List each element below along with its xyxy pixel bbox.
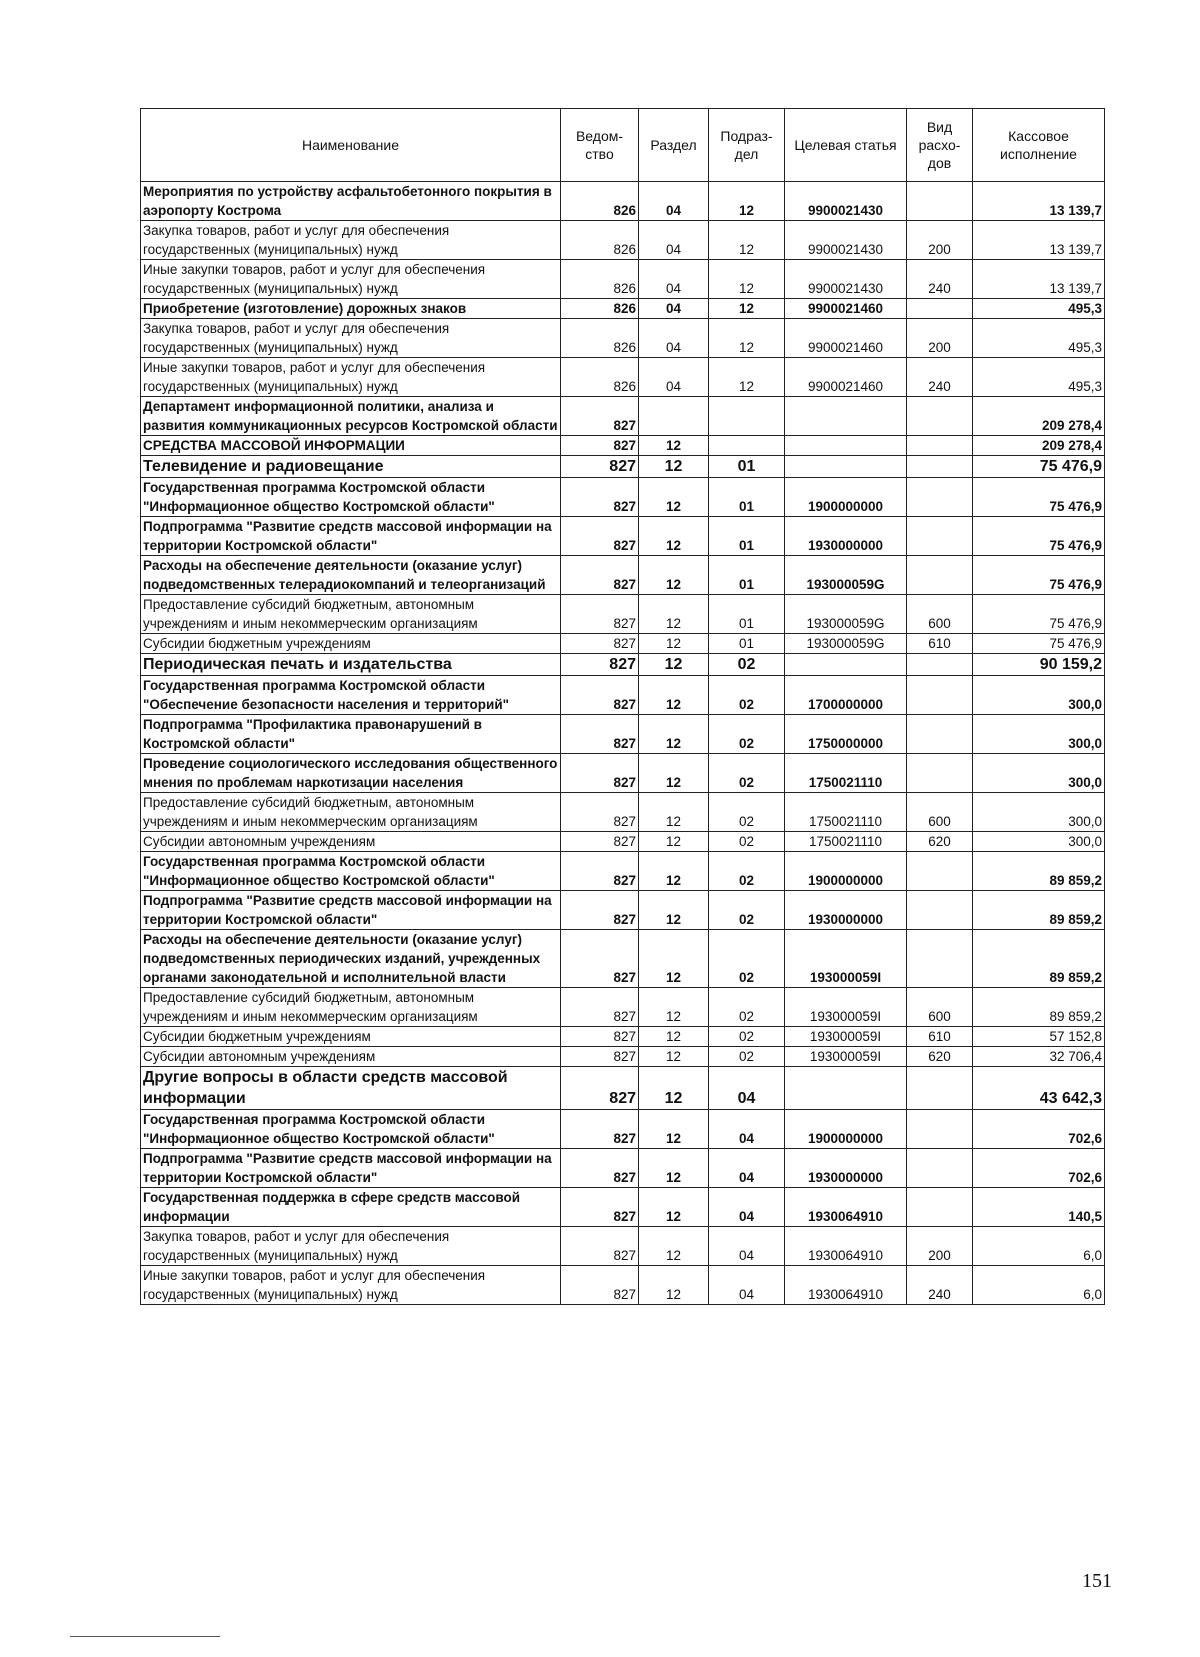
header-podrazdel: Подраз-дел <box>709 109 785 182</box>
cell-podrazdel: 02 <box>709 1027 785 1047</box>
cell-name: Телевидение и радиовещание <box>141 456 561 478</box>
cell-kassa: 495,3 <box>973 299 1105 319</box>
cell-vedom: 826 <box>561 260 639 299</box>
cell-vid: 200 <box>907 319 973 358</box>
cell-podrazdel: 12 <box>709 319 785 358</box>
cell-vedom: 827 <box>561 1047 639 1067</box>
cell-vid <box>907 1067 973 1110</box>
table-row <box>141 456 1105 478</box>
cell-razdel: 12 <box>639 715 709 754</box>
cell-kassa: 89 859,2 <box>973 988 1105 1027</box>
cell-razdel <box>639 397 709 436</box>
cell-vedom: 827 <box>561 891 639 930</box>
cell-celevaya <box>785 654 907 676</box>
cell-name: Департамент информационной политики, анализа и развития коммуникационных ресурсов Костромской области <box>141 397 561 436</box>
cell-razdel: 12 <box>639 1188 709 1227</box>
cell-vid <box>907 754 973 793</box>
cell-kassa: 32 706,4 <box>973 1047 1105 1067</box>
cell-kassa: 75 476,9 <box>973 478 1105 517</box>
table-row <box>141 715 1105 754</box>
table-row <box>141 260 1105 299</box>
cell-name: Проведение социологического исследования общественного мнения по проблемам наркотизации населения <box>141 754 561 793</box>
cell-vedom: 827 <box>561 517 639 556</box>
cell-vedom: 826 <box>561 221 639 260</box>
cell-vid: 600 <box>907 595 973 634</box>
cell-vedom: 826 <box>561 299 639 319</box>
cell-podrazdel: 01 <box>709 517 785 556</box>
cell-kassa: 702,6 <box>973 1149 1105 1188</box>
cell-razdel: 12 <box>639 456 709 478</box>
cell-name: Субсидии бюджетным учреждениям <box>141 1027 561 1047</box>
cell-razdel: 12 <box>639 930 709 988</box>
cell-celevaya: 193000059I <box>785 930 907 988</box>
cell-celevaya: 193000059I <box>785 1047 907 1067</box>
cell-vid: 610 <box>907 1027 973 1047</box>
cell-razdel: 12 <box>639 1110 709 1149</box>
cell-razdel: 12 <box>639 852 709 891</box>
cell-vid <box>907 891 973 930</box>
cell-celevaya: 1930000000 <box>785 517 907 556</box>
cell-vedom: 827 <box>561 676 639 715</box>
cell-celevaya: 1750021110 <box>785 793 907 832</box>
page-number: 151 <box>1082 1570 1112 1592</box>
cell-name: Подпрограмма "Профилактика правонарушений в Костромской области" <box>141 715 561 754</box>
cell-vedom: 827 <box>561 832 639 852</box>
cell-celevaya: 9900021430 <box>785 221 907 260</box>
cell-razdel: 04 <box>639 319 709 358</box>
cell-name: Субсидии бюджетным учреждениям <box>141 634 561 654</box>
table-row <box>141 1067 1105 1110</box>
cell-podrazdel: 12 <box>709 299 785 319</box>
cell-kassa: 6,0 <box>973 1266 1105 1305</box>
cell-razdel: 12 <box>639 517 709 556</box>
cell-podrazdel: 04 <box>709 1067 785 1110</box>
cell-name: Предоставление субсидий бюджетным, автономным учреждениям и иным некоммерческим организациям <box>141 793 561 832</box>
cell-celevaya <box>785 1067 907 1110</box>
cell-razdel: 12 <box>639 556 709 595</box>
cell-name: Приобретение (изготовление) дорожных знаков <box>141 299 561 319</box>
cell-razdel: 12 <box>639 1047 709 1067</box>
cell-razdel: 12 <box>639 676 709 715</box>
cell-podrazdel: 02 <box>709 793 785 832</box>
cell-vid <box>907 436 973 456</box>
cell-celevaya: 9900021460 <box>785 358 907 397</box>
cell-kassa: 209 278,4 <box>973 436 1105 456</box>
table-header-row <box>141 109 1105 182</box>
table-row <box>141 754 1105 793</box>
cell-razdel: 04 <box>639 182 709 221</box>
table-row <box>141 634 1105 654</box>
cell-celevaya <box>785 456 907 478</box>
cell-vid <box>907 299 973 319</box>
cell-kassa: 495,3 <box>973 319 1105 358</box>
table-row <box>141 930 1105 988</box>
cell-podrazdel: 12 <box>709 182 785 221</box>
header-vid: Вид расхо-дов <box>907 109 973 182</box>
cell-vid <box>907 852 973 891</box>
cell-celevaya: 9900021430 <box>785 260 907 299</box>
cell-name: Предоставление субсидий бюджетным, автономным учреждениям и иным некоммерческим организациям <box>141 595 561 634</box>
cell-celevaya: 1930000000 <box>785 891 907 930</box>
cell-kassa: 90 159,2 <box>973 654 1105 676</box>
cell-vid: 600 <box>907 988 973 1027</box>
cell-name: Подпрограмма "Развитие средств массовой информации на территории Костромской области" <box>141 517 561 556</box>
cell-razdel: 12 <box>639 891 709 930</box>
cell-vedom: 827 <box>561 988 639 1027</box>
cell-razdel: 04 <box>639 260 709 299</box>
cell-razdel: 12 <box>639 832 709 852</box>
cell-podrazdel: 02 <box>709 676 785 715</box>
cell-podrazdel: 02 <box>709 930 785 988</box>
cell-vedom: 827 <box>561 634 639 654</box>
cell-celevaya: 193000059G <box>785 634 907 654</box>
table-row <box>141 299 1105 319</box>
cell-kassa: 89 859,2 <box>973 852 1105 891</box>
table-row <box>141 595 1105 634</box>
table-row <box>141 988 1105 1027</box>
cell-podrazdel: 02 <box>709 891 785 930</box>
cell-razdel: 12 <box>639 1067 709 1110</box>
cell-vid: 240 <box>907 260 973 299</box>
table-row <box>141 654 1105 676</box>
cell-vedom: 827 <box>561 754 639 793</box>
cell-razdel: 12 <box>639 436 709 456</box>
table-row <box>141 1149 1105 1188</box>
cell-podrazdel: 02 <box>709 832 785 852</box>
cell-celevaya <box>785 397 907 436</box>
cell-razdel: 12 <box>639 634 709 654</box>
cell-name: Субсидии автономным учреждениям <box>141 1047 561 1067</box>
cell-razdel: 12 <box>639 1149 709 1188</box>
cell-name: Расходы на обеспечение деятельности (оказание услуг) подведомственных телерадиокомпаний и телеорганизаций <box>141 556 561 595</box>
cell-vedom: 827 <box>561 793 639 832</box>
cell-kassa: 13 139,7 <box>973 182 1105 221</box>
cell-razdel: 12 <box>639 1266 709 1305</box>
header-vedom: Ведом-ство <box>561 109 639 182</box>
cell-kassa: 43 642,3 <box>973 1067 1105 1110</box>
cell-celevaya: 1700000000 <box>785 676 907 715</box>
cell-vid <box>907 556 973 595</box>
cell-vid: 200 <box>907 1227 973 1266</box>
table-row <box>141 1266 1105 1305</box>
cell-kassa: 75 476,9 <box>973 456 1105 478</box>
cell-name: Предоставление субсидий бюджетным, автономным учреждениям и иным некоммерческим организациям <box>141 988 561 1027</box>
cell-celevaya: 193000059G <box>785 595 907 634</box>
cell-razdel: 04 <box>639 358 709 397</box>
cell-vid: 200 <box>907 221 973 260</box>
cell-kassa: 495,3 <box>973 358 1105 397</box>
cell-name: Подпрограмма "Развитие средств массовой информации на территории Костромской области" <box>141 1149 561 1188</box>
table-row <box>141 221 1105 260</box>
cell-podrazdel: 02 <box>709 988 785 1027</box>
cell-celevaya: 1900000000 <box>785 852 907 891</box>
table-row <box>141 556 1105 595</box>
cell-vid: 620 <box>907 832 973 852</box>
cell-name: Иные закупки товаров, работ и услуг для обеспечения государственных (муниципальных) нужд <box>141 358 561 397</box>
cell-podrazdel: 12 <box>709 260 785 299</box>
cell-vedom: 827 <box>561 715 639 754</box>
cell-celevaya: 1930064910 <box>785 1266 907 1305</box>
cell-vedom: 827 <box>561 1188 639 1227</box>
cell-name: Расходы на обеспечение деятельности (оказание услуг) подведомственных периодических изданий, учрежденных органами законодательной и исполнительной власти <box>141 930 561 988</box>
cell-razdel: 12 <box>639 988 709 1027</box>
cell-vid <box>907 517 973 556</box>
cell-celevaya: 193000059G <box>785 556 907 595</box>
cell-name: Мероприятия по устройству асфальтобетонного покрытия в аэропорту Кострома <box>141 182 561 221</box>
cell-kassa: 75 476,9 <box>973 634 1105 654</box>
footer-rule <box>70 1636 220 1637</box>
cell-celevaya: 1900000000 <box>785 478 907 517</box>
cell-vedom: 826 <box>561 319 639 358</box>
cell-vedom: 827 <box>561 852 639 891</box>
table-row <box>141 832 1105 852</box>
cell-kassa: 13 139,7 <box>973 221 1105 260</box>
cell-celevaya: 1750000000 <box>785 715 907 754</box>
cell-vid <box>907 1149 973 1188</box>
cell-vedom: 826 <box>561 182 639 221</box>
cell-celevaya: 9900021460 <box>785 299 907 319</box>
cell-vid <box>907 456 973 478</box>
cell-vedom: 827 <box>561 1110 639 1149</box>
cell-podrazdel: 01 <box>709 634 785 654</box>
cell-podrazdel: 02 <box>709 1047 785 1067</box>
cell-vedom: 827 <box>561 654 639 676</box>
cell-razdel: 12 <box>639 793 709 832</box>
cell-kassa: 89 859,2 <box>973 891 1105 930</box>
cell-vedom: 826 <box>561 358 639 397</box>
budget-table-body <box>141 182 1105 1305</box>
cell-vid <box>907 676 973 715</box>
table-row <box>141 793 1105 832</box>
cell-celevaya: 9900021430 <box>785 182 907 221</box>
cell-vedom: 827 <box>561 556 639 595</box>
cell-name: Государственная поддержка в сфере средств массовой информации <box>141 1188 561 1227</box>
cell-kassa: 75 476,9 <box>973 556 1105 595</box>
cell-vedom: 827 <box>561 478 639 517</box>
cell-name: Закупка товаров, работ и услуг для обеспечения государственных (муниципальных) нужд <box>141 319 561 358</box>
cell-name: Подпрограмма "Развитие средств массовой информации на территории Костромской области" <box>141 891 561 930</box>
cell-celevaya: 9900021460 <box>785 319 907 358</box>
table-row <box>141 478 1105 517</box>
cell-vedom: 827 <box>561 1227 639 1266</box>
table-row <box>141 852 1105 891</box>
cell-razdel: 12 <box>639 595 709 634</box>
cell-vid <box>907 478 973 517</box>
table-row <box>141 676 1105 715</box>
cell-podrazdel: 01 <box>709 595 785 634</box>
cell-kassa: 75 476,9 <box>973 595 1105 634</box>
cell-name: Государственная программа Костромской области "Обеспечение безопасности населения и территорий" <box>141 676 561 715</box>
cell-celevaya: 1750021110 <box>785 832 907 852</box>
cell-razdel: 12 <box>639 654 709 676</box>
cell-vid: 240 <box>907 1266 973 1305</box>
cell-vid <box>907 930 973 988</box>
cell-kassa: 702,6 <box>973 1110 1105 1149</box>
cell-vid <box>907 654 973 676</box>
table-row <box>141 319 1105 358</box>
cell-vid <box>907 1110 973 1149</box>
cell-kassa: 300,0 <box>973 676 1105 715</box>
cell-kassa: 75 476,9 <box>973 517 1105 556</box>
table-row <box>141 891 1105 930</box>
cell-kassa: 300,0 <box>973 754 1105 793</box>
cell-razdel: 12 <box>639 1027 709 1047</box>
cell-celevaya: 1750021110 <box>785 754 907 793</box>
cell-name: Государственная программа Костромской области "Информационное общество Костромской области" <box>141 478 561 517</box>
table-row <box>141 436 1105 456</box>
cell-vedom: 827 <box>561 1027 639 1047</box>
cell-razdel: 12 <box>639 754 709 793</box>
cell-podrazdel: 04 <box>709 1266 785 1305</box>
cell-name: Закупка товаров, работ и услуг для обеспечения государственных (муниципальных) нужд <box>141 221 561 260</box>
cell-kassa: 300,0 <box>973 793 1105 832</box>
cell-podrazdel: 01 <box>709 556 785 595</box>
cell-vid <box>907 397 973 436</box>
cell-podrazdel: 02 <box>709 715 785 754</box>
header-kassa: Кассовое исполнение <box>973 109 1105 182</box>
cell-kassa: 140,5 <box>973 1188 1105 1227</box>
cell-vedom: 827 <box>561 595 639 634</box>
cell-name: Другие вопросы в области средств массовой информации <box>141 1067 561 1110</box>
cell-celevaya: 193000059I <box>785 988 907 1027</box>
cell-vid: 240 <box>907 358 973 397</box>
cell-razdel: 04 <box>639 299 709 319</box>
table-row <box>141 1027 1105 1047</box>
cell-vedom: 827 <box>561 436 639 456</box>
header-celevaya: Целевая статья <box>785 109 907 182</box>
cell-name: Закупка товаров, работ и услуг для обеспечения государственных (муниципальных) нужд <box>141 1227 561 1266</box>
cell-celevaya: 193000059I <box>785 1027 907 1047</box>
cell-kassa: 57 152,8 <box>973 1027 1105 1047</box>
cell-podrazdel: 12 <box>709 358 785 397</box>
cell-kassa: 89 859,2 <box>973 930 1105 988</box>
header-name: Наименование <box>141 109 561 182</box>
cell-vedom: 827 <box>561 1067 639 1110</box>
cell-vid: 610 <box>907 634 973 654</box>
cell-vid: 600 <box>907 793 973 832</box>
cell-vedom: 827 <box>561 930 639 988</box>
cell-podrazdel: 02 <box>709 654 785 676</box>
cell-podrazdel: 01 <box>709 478 785 517</box>
cell-podrazdel: 01 <box>709 456 785 478</box>
cell-podrazdel <box>709 436 785 456</box>
cell-name: Периодическая печать и издательства <box>141 654 561 676</box>
cell-razdel: 12 <box>639 1227 709 1266</box>
cell-name: Субсидии автономным учреждениям <box>141 832 561 852</box>
cell-vedom: 827 <box>561 1266 639 1305</box>
cell-celevaya: 1930064910 <box>785 1188 907 1227</box>
cell-podrazdel: 04 <box>709 1110 785 1149</box>
cell-name: Иные закупки товаров, работ и услуг для обеспечения государственных (муниципальных) нужд <box>141 260 561 299</box>
cell-name: Государственная программа Костромской области "Информационное общество Костромской области" <box>141 1110 561 1149</box>
table-row <box>141 397 1105 436</box>
cell-vedom: 827 <box>561 397 639 436</box>
cell-podrazdel: 04 <box>709 1227 785 1266</box>
table-row <box>141 517 1105 556</box>
header-razdel: Раздел <box>639 109 709 182</box>
table-row <box>141 1188 1105 1227</box>
cell-celevaya: 1900000000 <box>785 1110 907 1149</box>
cell-name: Иные закупки товаров, работ и услуг для обеспечения государственных (муниципальных) нужд <box>141 1266 561 1305</box>
cell-kassa: 209 278,4 <box>973 397 1105 436</box>
cell-vid <box>907 182 973 221</box>
cell-kassa: 13 139,7 <box>973 260 1105 299</box>
cell-podrazdel: 12 <box>709 221 785 260</box>
cell-kassa: 6,0 <box>973 1227 1105 1266</box>
table-row <box>141 1110 1105 1149</box>
cell-podrazdel: 04 <box>709 1188 785 1227</box>
cell-podrazdel <box>709 397 785 436</box>
cell-razdel: 12 <box>639 478 709 517</box>
table-row <box>141 182 1105 221</box>
cell-celevaya: 1930000000 <box>785 1149 907 1188</box>
cell-vid <box>907 1188 973 1227</box>
cell-podrazdel: 02 <box>709 754 785 793</box>
budget-table <box>140 108 1105 1305</box>
cell-razdel: 04 <box>639 221 709 260</box>
table-row <box>141 358 1105 397</box>
table-row <box>141 1047 1105 1067</box>
cell-name: Государственная программа Костромской области "Информационное общество Костромской области" <box>141 852 561 891</box>
table-row <box>141 1227 1105 1266</box>
cell-vedom: 827 <box>561 1149 639 1188</box>
cell-vedom: 827 <box>561 456 639 478</box>
cell-vid: 620 <box>907 1047 973 1067</box>
cell-celevaya: 1930064910 <box>785 1227 907 1266</box>
cell-podrazdel: 04 <box>709 1149 785 1188</box>
cell-celevaya <box>785 436 907 456</box>
cell-vid <box>907 715 973 754</box>
cell-name: СРЕДСТВА МАССОВОЙ ИНФОРМАЦИИ <box>141 436 561 456</box>
cell-kassa: 300,0 <box>973 715 1105 754</box>
cell-kassa: 300,0 <box>973 832 1105 852</box>
cell-podrazdel: 02 <box>709 852 785 891</box>
